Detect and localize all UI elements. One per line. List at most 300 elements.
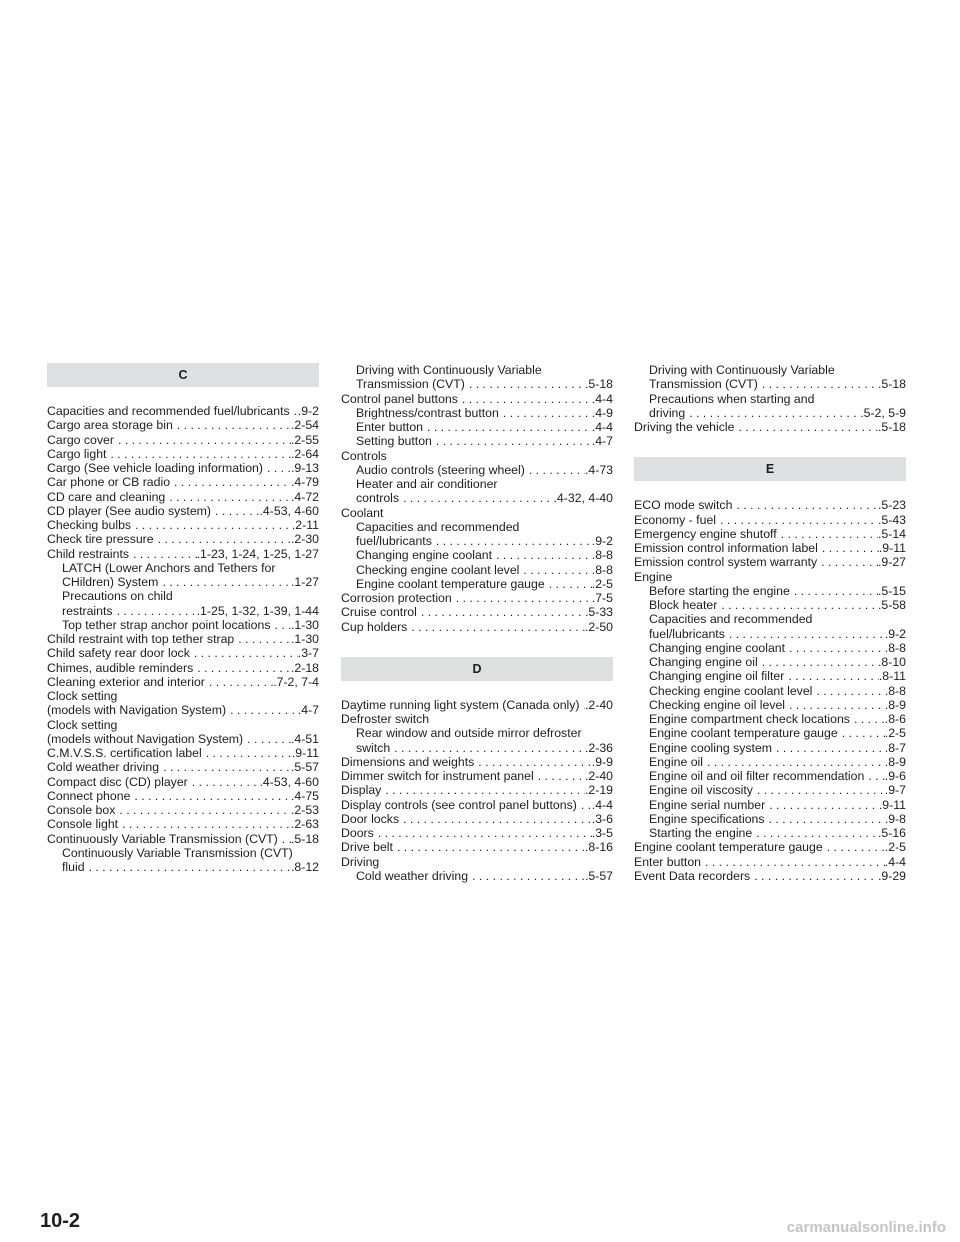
index-entry bbox=[634, 726, 906, 740]
index-entry-title: (models with Navigation System) bbox=[47, 703, 227, 718]
dot-leader bbox=[468, 869, 585, 883]
index-entry bbox=[634, 840, 906, 854]
index-entry-page: .8-8 bbox=[591, 562, 613, 577]
index-entry-title: Control panel buttons bbox=[341, 391, 458, 406]
index-heading: Precautions when starting and bbox=[649, 391, 815, 406]
index-entry-page: .4-4 bbox=[884, 854, 906, 869]
index-heading: Capacities and recommended bbox=[356, 519, 520, 534]
index-entry bbox=[341, 755, 613, 769]
index-entry bbox=[634, 420, 906, 434]
dot-leader bbox=[823, 840, 885, 854]
dot-leader bbox=[243, 732, 291, 746]
index-entry bbox=[341, 591, 613, 605]
dot-leader bbox=[393, 840, 585, 854]
index-entry-page: .2-18 bbox=[290, 660, 319, 675]
dot-leader bbox=[114, 433, 291, 447]
dot-leader bbox=[777, 527, 878, 541]
index-entry-page: .8-6 bbox=[884, 712, 906, 726]
index-entry-page: .2-5 bbox=[884, 840, 906, 855]
index-entry-title: Emission control information label bbox=[634, 541, 818, 555]
index-entry-page: .9-7 bbox=[884, 783, 906, 798]
dot-leader bbox=[278, 832, 291, 846]
index-entry bbox=[341, 577, 613, 591]
dot-leader bbox=[226, 703, 298, 717]
index-entry-title: Engine compartment check locations bbox=[649, 712, 850, 726]
index-entry-title: Checking bulbs bbox=[47, 518, 132, 532]
index-entry-page: .9-9 bbox=[591, 754, 613, 769]
index-entry bbox=[341, 812, 613, 826]
dot-leader bbox=[432, 534, 592, 548]
index-entry bbox=[47, 447, 319, 461]
index-entry bbox=[47, 575, 319, 589]
index-entry-title: Engine oil and oil filter recommendation bbox=[649, 769, 865, 783]
page-number: 10-2 bbox=[40, 1210, 81, 1232]
index-entry-title: Continuously Variable Transmission (CVT) bbox=[47, 831, 278, 846]
dot-leader bbox=[130, 789, 291, 803]
index-entry bbox=[634, 869, 906, 883]
index-entry-page: .5-18 bbox=[877, 377, 906, 392]
index-entry-title: Checking engine coolant level bbox=[356, 562, 520, 577]
dot-leader bbox=[129, 547, 197, 561]
index-entry-page: .5-57 bbox=[290, 760, 319, 775]
index-entry-title: Dimensions and weights bbox=[341, 754, 475, 769]
dot-leader bbox=[85, 860, 291, 874]
dot-leader bbox=[753, 783, 885, 797]
index-entry-page: .8-8 bbox=[884, 640, 906, 655]
index-entry-page: .5-18 bbox=[584, 377, 613, 392]
index-entry bbox=[634, 855, 906, 869]
dot-leader bbox=[205, 675, 273, 689]
index-entry-title: Cargo light bbox=[47, 446, 107, 461]
index-entry-page: .8-10 bbox=[877, 655, 906, 669]
index-entry bbox=[341, 798, 613, 812]
footer-watermark: carmanualsonline.info bbox=[786, 1219, 946, 1236]
section-header: D bbox=[341, 657, 613, 681]
index-entry bbox=[47, 618, 319, 632]
index-heading: Heater and air conditioner bbox=[356, 477, 498, 491]
index-entry bbox=[634, 812, 906, 826]
dot-leader bbox=[772, 741, 885, 755]
index-entry-title: Cargo cover bbox=[47, 432, 114, 447]
index-column-3 bbox=[634, 363, 906, 883]
index-entry-title: switch bbox=[356, 740, 391, 755]
index-entry-title: Event Data recorders bbox=[634, 868, 751, 883]
index-entry bbox=[634, 712, 906, 726]
index-entry-page: .2-40 bbox=[584, 697, 613, 712]
index-entry bbox=[47, 860, 319, 874]
index-entry-page: .3-5 bbox=[591, 826, 613, 840]
dot-leader bbox=[765, 798, 879, 812]
index-entry-title: Door locks bbox=[341, 811, 400, 826]
dot-leader bbox=[188, 775, 260, 789]
index-entry-title: Cruise control bbox=[341, 605, 417, 620]
index-entry-page: .2-63 bbox=[290, 817, 319, 832]
index-entry bbox=[47, 433, 319, 447]
index-entry bbox=[47, 475, 319, 489]
index-entry-page: .4-72 bbox=[290, 489, 319, 504]
dot-leader bbox=[732, 498, 878, 512]
index-entry-title: (models without Navigation System) bbox=[47, 731, 244, 746]
index-entry-page: .2-11 bbox=[291, 518, 319, 532]
index-entry-title: Car phone or CB radio bbox=[47, 475, 171, 490]
dot-leader bbox=[717, 598, 878, 612]
index-entry-title: Engine coolant temperature gauge bbox=[356, 576, 545, 591]
index-entry-title: ECO mode switch bbox=[634, 498, 733, 513]
dot-leader bbox=[374, 826, 592, 840]
index-entry-page: .2-5 bbox=[884, 726, 906, 741]
dot-leader bbox=[758, 377, 878, 391]
dot-leader bbox=[725, 627, 885, 641]
index-entry-title: Engine cooling system bbox=[649, 740, 773, 755]
index-entry bbox=[47, 760, 319, 774]
index-entry-page: .8-9 bbox=[884, 754, 906, 769]
index-entry-page: .4-53, 4-60 bbox=[259, 503, 319, 518]
dot-leader bbox=[817, 555, 878, 569]
dot-leader bbox=[271, 618, 291, 632]
index-entry-page: .1-25, 1-32, 1-39, 1-44 bbox=[196, 603, 319, 618]
index-entry-page: .5-18 bbox=[290, 831, 319, 846]
dot-leader bbox=[785, 698, 885, 712]
dot-leader bbox=[525, 463, 585, 477]
index-entry bbox=[341, 620, 613, 634]
index-entry bbox=[47, 703, 319, 717]
index-entry-page: .9-13 bbox=[290, 461, 319, 475]
index-entry-page: .8-11 bbox=[878, 669, 906, 684]
index-entry-page: .5-18 bbox=[877, 420, 906, 434]
index-entry bbox=[341, 840, 613, 854]
index-entry bbox=[634, 627, 906, 641]
index-entry bbox=[47, 547, 319, 561]
index-entry-title: Console box bbox=[47, 803, 116, 817]
index-entry-title: fuel/lubricants bbox=[356, 534, 432, 548]
section-gap bbox=[634, 434, 906, 457]
index-entry-title: Doors bbox=[341, 826, 374, 840]
index-entry-page: .4-4 bbox=[591, 420, 613, 434]
index-entry-page: .4-7 bbox=[297, 703, 319, 718]
index-entry-page: .5-16 bbox=[877, 826, 906, 840]
index-entry-title: Drive belt bbox=[341, 840, 393, 855]
index-entry bbox=[634, 541, 906, 555]
index-entry bbox=[634, 555, 906, 569]
index-entry-page: .2-19 bbox=[584, 783, 613, 798]
index-entry-title: Engine oil viscosity bbox=[649, 783, 753, 798]
dot-leader bbox=[864, 769, 884, 783]
index-entry-page: .4-51 bbox=[290, 731, 319, 746]
index-entry bbox=[341, 548, 613, 562]
index-entry-title: Console light bbox=[47, 817, 119, 832]
index-entry-title: Chimes, audible reminders bbox=[47, 660, 194, 675]
index-entry-page: .4-4 bbox=[591, 391, 613, 406]
index-heading: Driving with Continuously Variable bbox=[649, 363, 835, 377]
index-entry-title: Child restraint with top tether strap bbox=[47, 632, 235, 646]
index-entry bbox=[341, 563, 613, 577]
index-entry bbox=[47, 461, 319, 475]
dot-leader bbox=[750, 869, 878, 883]
index-entry-title: Emission control system warranty bbox=[634, 555, 818, 570]
index-entry-title: Changing engine oil bbox=[649, 655, 758, 669]
index-heading: Controls bbox=[341, 448, 387, 463]
index-entry-page: .2-30 bbox=[290, 532, 319, 547]
index-entry-title: Cargo (See vehicle loading information) bbox=[47, 461, 263, 475]
index-entry-title: Changing engine coolant bbox=[649, 640, 786, 655]
index-entry bbox=[634, 377, 906, 391]
dot-leader bbox=[765, 812, 885, 826]
index-entry bbox=[47, 518, 319, 532]
index-entry-page: .5-43 bbox=[877, 512, 906, 527]
index-entry-page: .4-75 bbox=[290, 788, 319, 803]
dot-leader bbox=[159, 760, 291, 774]
index-entry-page: .5-23 bbox=[877, 498, 906, 513]
index-entry bbox=[341, 491, 613, 505]
section-header: C bbox=[47, 363, 319, 387]
index-entry bbox=[634, 584, 906, 598]
index-entry bbox=[634, 741, 906, 755]
index-entry bbox=[634, 669, 906, 683]
dot-leader bbox=[423, 420, 592, 434]
index-entry-page: .4-9 bbox=[591, 405, 613, 420]
index-entry bbox=[341, 826, 613, 840]
index-entry-title: Transmission (CVT) bbox=[356, 377, 465, 392]
dot-leader bbox=[211, 504, 259, 518]
index-entry-page: .9-8 bbox=[884, 811, 906, 826]
index-entry-title: Changing engine oil filter bbox=[649, 669, 785, 684]
index-entry-page: .3-7 bbox=[297, 646, 319, 661]
dot-leader bbox=[154, 532, 291, 546]
index-entry-title: fuel/lubricants bbox=[649, 626, 725, 641]
dot-leader bbox=[263, 461, 291, 475]
index-entry-page: .2-50 bbox=[584, 619, 613, 634]
index-heading: Driving bbox=[341, 854, 380, 869]
index-entry-page: .4-32, 4-40 bbox=[553, 491, 613, 506]
dot-leader bbox=[399, 812, 592, 826]
index-entry bbox=[634, 783, 906, 797]
index-heading: Continuously Variable Transmission (CVT) bbox=[62, 845, 293, 860]
dot-leader bbox=[534, 769, 585, 783]
dot-leader bbox=[701, 855, 885, 869]
index-entry bbox=[341, 420, 613, 434]
index-entry-page: .8-7 bbox=[884, 740, 906, 755]
index-entry bbox=[47, 746, 319, 760]
index-entry-page: .4-73 bbox=[584, 462, 613, 477]
index-entry-page: .2-40 bbox=[584, 769, 613, 783]
dot-leader bbox=[115, 803, 291, 817]
index-entry-page: .1-23, 1-24, 1-25, 1-27 bbox=[196, 546, 319, 561]
dot-leader bbox=[545, 577, 592, 591]
index-entry-title: Enter button bbox=[356, 420, 423, 434]
index-entry-title: Starting the engine bbox=[649, 826, 753, 840]
index-entry bbox=[634, 798, 906, 812]
index-entry-page: .5-2, 5-9 bbox=[860, 405, 906, 420]
index-entry bbox=[634, 684, 906, 698]
index-entry-page: .2-53 bbox=[290, 803, 319, 817]
index-entry-title: Economy - fuel bbox=[634, 512, 717, 527]
dot-leader bbox=[158, 575, 291, 589]
dot-leader bbox=[790, 584, 878, 598]
index-entry bbox=[341, 392, 613, 406]
dot-leader bbox=[399, 491, 553, 505]
index-entry bbox=[47, 490, 319, 504]
index-heading: Rear window and outside mirror defroster bbox=[356, 726, 582, 741]
dot-leader bbox=[785, 641, 885, 655]
dot-leader bbox=[812, 684, 884, 698]
index-entry-title: Emergency engine shutoff bbox=[634, 526, 777, 541]
index-entry bbox=[341, 869, 613, 883]
index-entry-page: .9-6 bbox=[884, 769, 906, 783]
dot-leader bbox=[106, 447, 291, 461]
index-entry-title: Transmission (CVT) bbox=[649, 377, 758, 392]
index-entry-title: controls bbox=[356, 491, 400, 506]
index-entry-page: .9-11 bbox=[878, 797, 906, 812]
dot-leader bbox=[190, 646, 298, 660]
index-entry bbox=[47, 532, 319, 546]
index-entry-page: .8-8 bbox=[591, 548, 613, 563]
index-entry-page: .7-2, 7-4 bbox=[273, 674, 319, 689]
section-gap bbox=[341, 634, 613, 657]
index-entry bbox=[341, 769, 613, 783]
index-entry-page: .2-64 bbox=[290, 446, 319, 461]
index-entry-page: .8-9 bbox=[884, 697, 906, 712]
index-entry bbox=[634, 826, 906, 840]
index-entry-title: Before starting the engine bbox=[649, 583, 790, 598]
dot-leader bbox=[752, 826, 878, 840]
index-entry-title: Cargo area storage bin bbox=[47, 418, 173, 433]
index-entry-title: Cleaning exterior and interior bbox=[47, 674, 205, 689]
index-entry-title: Dimmer switch for instrument panel bbox=[341, 769, 534, 783]
index-entry-title: Checking engine oil level bbox=[649, 697, 786, 712]
index-entry bbox=[47, 646, 319, 660]
index-entry-title: Brightness/contrast button bbox=[356, 405, 499, 420]
index-entry-title: Child safety rear door lock bbox=[47, 646, 190, 661]
dot-leader bbox=[850, 712, 885, 726]
index-entry-title: Engine coolant temperature gauge bbox=[649, 726, 838, 741]
dot-leader bbox=[465, 377, 585, 391]
dot-leader bbox=[202, 746, 292, 760]
dot-leader bbox=[474, 755, 592, 769]
index-entry-title: Cup holders bbox=[341, 619, 408, 634]
index-entry-page: .5-57 bbox=[584, 868, 613, 883]
dot-leader bbox=[113, 604, 197, 618]
index-entry bbox=[341, 741, 613, 755]
index-heading: Engine bbox=[634, 569, 673, 584]
dot-leader bbox=[838, 726, 885, 740]
dot-leader bbox=[390, 741, 585, 755]
index-entry-page: .1-27 bbox=[290, 575, 319, 589]
index-entry-title: Cold weather driving bbox=[47, 760, 160, 775]
index-entry-title: Display bbox=[341, 783, 382, 798]
index-entry-page: .9-11 bbox=[878, 541, 906, 555]
index-entry bbox=[341, 434, 613, 448]
index-entry-page: .1-30 bbox=[290, 617, 319, 632]
index-entry-page: .4-7 bbox=[591, 434, 613, 449]
index-entry-title: Engine oil bbox=[649, 754, 704, 769]
dot-leader bbox=[118, 817, 291, 831]
index-entry bbox=[47, 732, 319, 746]
dot-leader bbox=[173, 418, 291, 432]
index-entry-page: .9-2 bbox=[297, 404, 319, 418]
index-entry bbox=[634, 755, 906, 769]
dot-leader bbox=[417, 605, 585, 619]
index-entry bbox=[634, 769, 906, 783]
index-entry-title: driving bbox=[649, 405, 686, 420]
index-entry-title: Checking engine coolant level bbox=[649, 683, 813, 698]
index-entry-page: .9-11 bbox=[291, 746, 319, 760]
dot-leader bbox=[499, 406, 592, 420]
index-heading: LATCH (Lower Anchors and Tethers for bbox=[62, 560, 276, 575]
index-entry bbox=[634, 406, 906, 420]
index-entry-page: .4-79 bbox=[290, 475, 319, 490]
index-entry-title: restraints bbox=[62, 603, 113, 618]
index-entry-page: .8-16 bbox=[584, 840, 613, 855]
index-entry bbox=[634, 641, 906, 655]
index-entry-page: .8-12 bbox=[290, 860, 319, 874]
dot-leader bbox=[519, 563, 591, 577]
index-heading: Capacities and recommended bbox=[649, 612, 813, 627]
index-entry-page: .9-2 bbox=[884, 626, 906, 641]
index-entry-title: Audio controls (steering wheel) bbox=[356, 462, 525, 477]
index-entry-title: Engine specifications bbox=[649, 811, 765, 826]
index-entry bbox=[634, 698, 906, 712]
dot-leader bbox=[577, 798, 592, 812]
index-entry-title: Display controls (see control panel buttons) bbox=[341, 797, 577, 812]
index-entry-page: .2-55 bbox=[290, 432, 319, 447]
index-entry-page: .9-27 bbox=[877, 555, 906, 570]
dot-leader bbox=[234, 632, 291, 646]
index-entry-title: Capacities and recommended fuel/lubricants bbox=[47, 404, 290, 418]
dot-leader bbox=[165, 490, 291, 504]
index-entry bbox=[47, 661, 319, 675]
index-entry-page: .5-14 bbox=[877, 526, 906, 541]
index-entry-page: .4-4 bbox=[591, 797, 613, 812]
index-column-2 bbox=[341, 363, 613, 883]
index-entry-title: Top tether strap anchor point locations bbox=[62, 617, 271, 632]
index-entry-page: .5-15 bbox=[877, 583, 906, 598]
index-column-1 bbox=[47, 363, 319, 874]
index-entry-title: Cold weather driving bbox=[356, 868, 469, 883]
dot-leader bbox=[784, 669, 879, 683]
index-heading: Clock setting bbox=[47, 717, 118, 732]
index-entry-page: .1-30 bbox=[290, 632, 319, 646]
dot-leader bbox=[818, 541, 879, 555]
index-entry-title: CD care and cleaning bbox=[47, 489, 166, 504]
index-entry bbox=[47, 504, 319, 518]
index-entry-page: .8-8 bbox=[884, 683, 906, 698]
index-entry bbox=[341, 463, 613, 477]
index-entry-title: Engine coolant temperature gauge bbox=[634, 840, 823, 855]
dot-leader bbox=[703, 755, 885, 769]
index-entry-title: Check tire pressure bbox=[47, 532, 154, 547]
dot-leader bbox=[492, 548, 592, 562]
index-entry-title: Child restraints bbox=[47, 546, 130, 561]
index-entry bbox=[341, 377, 613, 391]
index-entry bbox=[634, 498, 906, 512]
dot-leader bbox=[170, 475, 291, 489]
index-entry-page: .2-5 bbox=[591, 576, 613, 591]
index-entry bbox=[47, 817, 319, 831]
index-entry bbox=[47, 632, 319, 646]
index-heading: Coolant bbox=[341, 505, 384, 520]
index-entry bbox=[47, 803, 319, 817]
dot-leader bbox=[716, 513, 878, 527]
index-entry-title: Engine serial number bbox=[649, 797, 766, 812]
index-entry bbox=[47, 404, 319, 418]
index-entry bbox=[634, 655, 906, 669]
index-entry bbox=[47, 789, 319, 803]
index-heading: Precautions on child bbox=[62, 589, 173, 604]
index-entry bbox=[47, 675, 319, 689]
index-entry bbox=[341, 534, 613, 548]
section-header: E bbox=[634, 457, 906, 481]
index-entry-page: .4-53, 4-60 bbox=[259, 774, 319, 789]
